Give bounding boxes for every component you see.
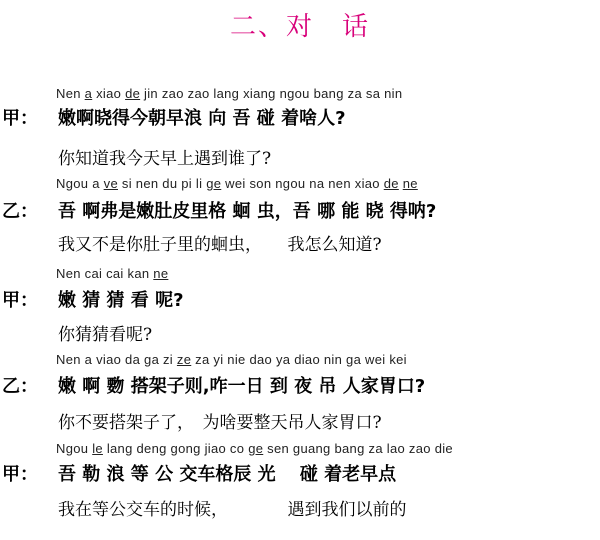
mandarin-line: 你猜猜看呢? [58, 325, 153, 345]
page-title: 二、对 话 [229, 12, 370, 42]
mandarin-line: 你不要搭架子了， 为啥要整天吊人家胃口? [58, 413, 382, 433]
pinyin-line: Nen a xiao de jin zao zao lang xiang ngou bang za sa nin [56, 86, 403, 101]
dialect-line: 甲： 吾 勒 浪 等 公 交车格辰 光 碰 着老早点 [2, 460, 396, 486]
pinyin-line: Nen a viao da ga zi ze za yi nie dao ya diao nin ga wei kei [56, 352, 407, 367]
mandarin-line: 你知道我今天早上遇到谁了? [58, 149, 272, 169]
speaker-label: 甲： [2, 108, 38, 129]
dialect-line: 甲： 嫩啊晓得今朝早浪 向 吾 碰 着啥人? [2, 104, 346, 130]
pinyin-line: Nen cai cai kan ne [56, 266, 169, 281]
pinyin-line: Ngou a ve si nen du pi li ge wei son ngou na nen xiao de ne [56, 176, 418, 191]
speaker-label: 甲： [2, 464, 38, 485]
mandarin-line: 我在等公交车的时候， 遇到我们以前的 [58, 500, 407, 520]
mandarin-line: 我又不是你肚子里的蛔虫， 我怎么知道? [58, 235, 382, 255]
speaker-label: 甲： [2, 290, 38, 311]
dialect-line: 乙： 吾 啊弗是嫩肚皮里格 蛔 虫，吾 哪 能 晓 得呐? [2, 197, 436, 223]
speaker-label: 乙： [2, 201, 38, 222]
pinyin-line: Ngou le lang deng gong jiao co ge sen guang bang za lao zao die [56, 441, 453, 456]
speaker-label: 乙： [2, 376, 38, 397]
dialect-line: 乙： 嫩 啊 覅 搭架子则,咋一日 到 夜 吊 人家胃口? [2, 372, 425, 398]
dialect-line: 甲： 嫩 猜 猜 看 呢? [2, 286, 184, 312]
